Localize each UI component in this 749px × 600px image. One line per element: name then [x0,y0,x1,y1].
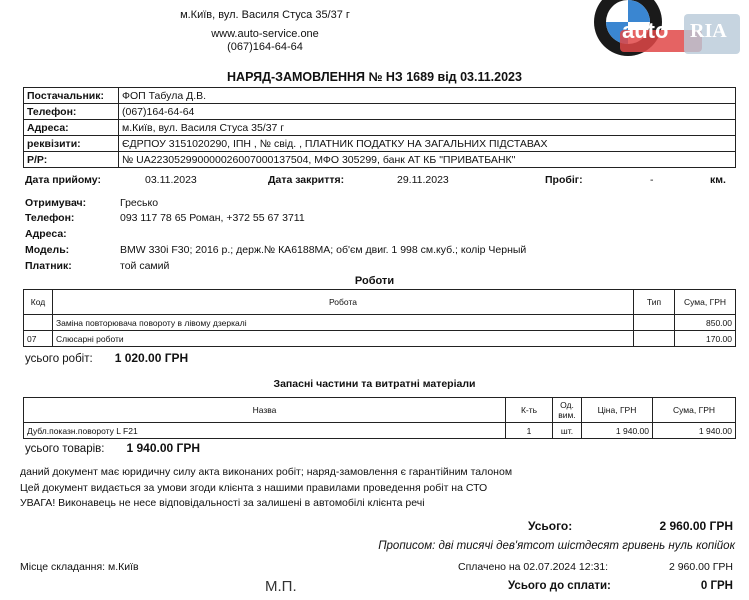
part-name: Дубл.показн.повороту L F21 [24,423,506,439]
supplier-label: реквізити: [24,136,119,152]
work-sum: 850.00 [675,315,736,331]
document-title: НАРЯД-ЗАМОВЛЕННЯ № НЗ 1689 від 03.11.2023 [227,70,522,84]
part-unit: шт. [553,423,582,439]
parts-header-sum: Сума, ГРН [653,398,736,423]
client-value: Гресько [120,197,159,209]
amount-due-label: Усього до сплати: [508,580,611,592]
part-qty: 1 [506,423,553,439]
close-date-label: Дата закриття: [268,174,345,186]
total-in-words: Прописом: дві тисячі дев'ятсот шістдесят гривень нуль копійок [378,540,735,552]
parts-header-unit: Од. вим. [553,398,582,423]
supplier-label: Телефон: [24,104,119,120]
supplier-label: Р/Р: [24,152,119,168]
work-type [634,331,675,347]
parts-total-value: 1 940.00 ГРН [126,441,200,455]
company-address: м.Київ, вул. Василя Стуса 35/37 г [180,9,350,21]
supplier-row [24,152,736,168]
supplier-value: № UA223052990000026007000137504, МФО 305299, банк АТ КБ "ПРИВАТБАНК" [119,152,736,168]
supplier-row [24,88,736,104]
supplier-row [24,104,736,120]
supplier-value: ЄДРПОУ 3151020290, ІПН , № свід. , ПЛАТНИК ПОДАТКУ НА ЗАГАЛЬНИХ ПІДСТАВАХ [119,136,736,152]
works-section-title: Роботи [354,275,395,287]
works-header-sum: Сума, ГРН [675,290,736,315]
table-row [24,423,736,439]
parts-header-name: Назва [24,398,506,423]
company-phone: (067)164-64-64 [227,41,303,53]
amount-due-value: 0 ГРН [700,580,733,592]
work-code: 07 [24,331,53,347]
parts-total [25,441,200,455]
work-sum: 170.00 [675,331,736,347]
accept-date-value: 03.11.2023 [145,174,197,186]
work-code [24,315,53,331]
paid-value: 2 960.00 ГРН [668,561,733,573]
supplier-value: ФОП Табула Д.В. [119,88,736,104]
works-header-row [24,290,736,315]
works-header-work: Робота [53,290,634,315]
client-label: Адреса: [25,228,67,240]
work-name: Заміна повторювача повороту в лівому дзеркалі [53,315,634,331]
client-label: Модель: [25,244,70,256]
supplier-table [23,87,736,168]
place-of-issue: Місце складання: м.Київ [20,561,139,573]
note-warning: УВАГА! Виконавець не несе відповідальності за залишені в автомобілі клієнта речі [20,497,425,509]
client-value: 093 117 78 65 Роман, +372 55 67 3711 [120,212,305,224]
works-total-value: 1 020.00 ГРН [114,351,189,365]
works-total-label: усього робіт: [25,353,93,365]
stamp-placeholder: М.П. [265,578,297,595]
parts-total-label: усього товарів: [25,443,105,455]
mileage-label: Пробіг: [545,174,583,186]
note-terms: Цей документ видається за умови згоди клієнта з нашими правилами проведення робіт на СТО [20,482,488,494]
grand-total-value: 2 960.00 ГРН [659,519,733,533]
supplier-label: Постачальник: [24,88,119,104]
parts-header-row [24,398,736,423]
client-label: Платник: [25,260,72,272]
part-price: 1 940.00 [582,423,653,439]
supplier-row [24,120,736,136]
grand-total-label: Усього: [528,519,573,533]
mileage-value: - [650,174,654,186]
parts-header-qty: К-ть [506,398,553,423]
client-label: Отримувач: [25,197,87,209]
parts-header-price: Ціна, ГРН [582,398,653,423]
table-row [24,315,736,331]
client-value: BMW 330i F30; 2016 р.; держ.№ КА6188МА; об'єм двиг. 1 998 см.куб.; колір Черный [120,244,527,256]
client-value: той самий [120,260,170,272]
part-sum: 1 940.00 [653,423,736,439]
logo-ria-text: RIA [690,20,727,42]
logo-auto-text: auto [622,18,669,43]
works-header-code: Код [24,290,53,315]
supplier-label: Адреса: [24,120,119,136]
work-name: Слюсарні роботи [53,331,634,347]
client-label: Телефон: [25,212,75,224]
company-website: www.auto-service.one [211,28,319,40]
table-row [24,331,736,347]
accept-date-label: Дата прийому: [25,174,101,186]
parts-table [23,397,736,439]
supplier-row [24,136,736,152]
note-legal: даний документ має юридичну силу акта виконаних робіт; наряд-замовлення є гарантійним талоном [20,466,513,478]
works-total [25,351,188,365]
mileage-unit: км. [710,174,726,186]
works-header-type: Тип [634,290,675,315]
supplier-value: (067)164-64-64 [119,104,736,120]
parts-section-title: Запасні частини та витратні матеріали [273,378,476,390]
supplier-value: м.Київ, вул. Василя Стуса 35/37 г [119,120,736,136]
paid-label: Сплачено на 02.07.2024 12:31: [458,561,609,573]
work-type [634,315,675,331]
works-table [23,289,736,347]
close-date-value: 29.11.2023 [397,174,449,186]
